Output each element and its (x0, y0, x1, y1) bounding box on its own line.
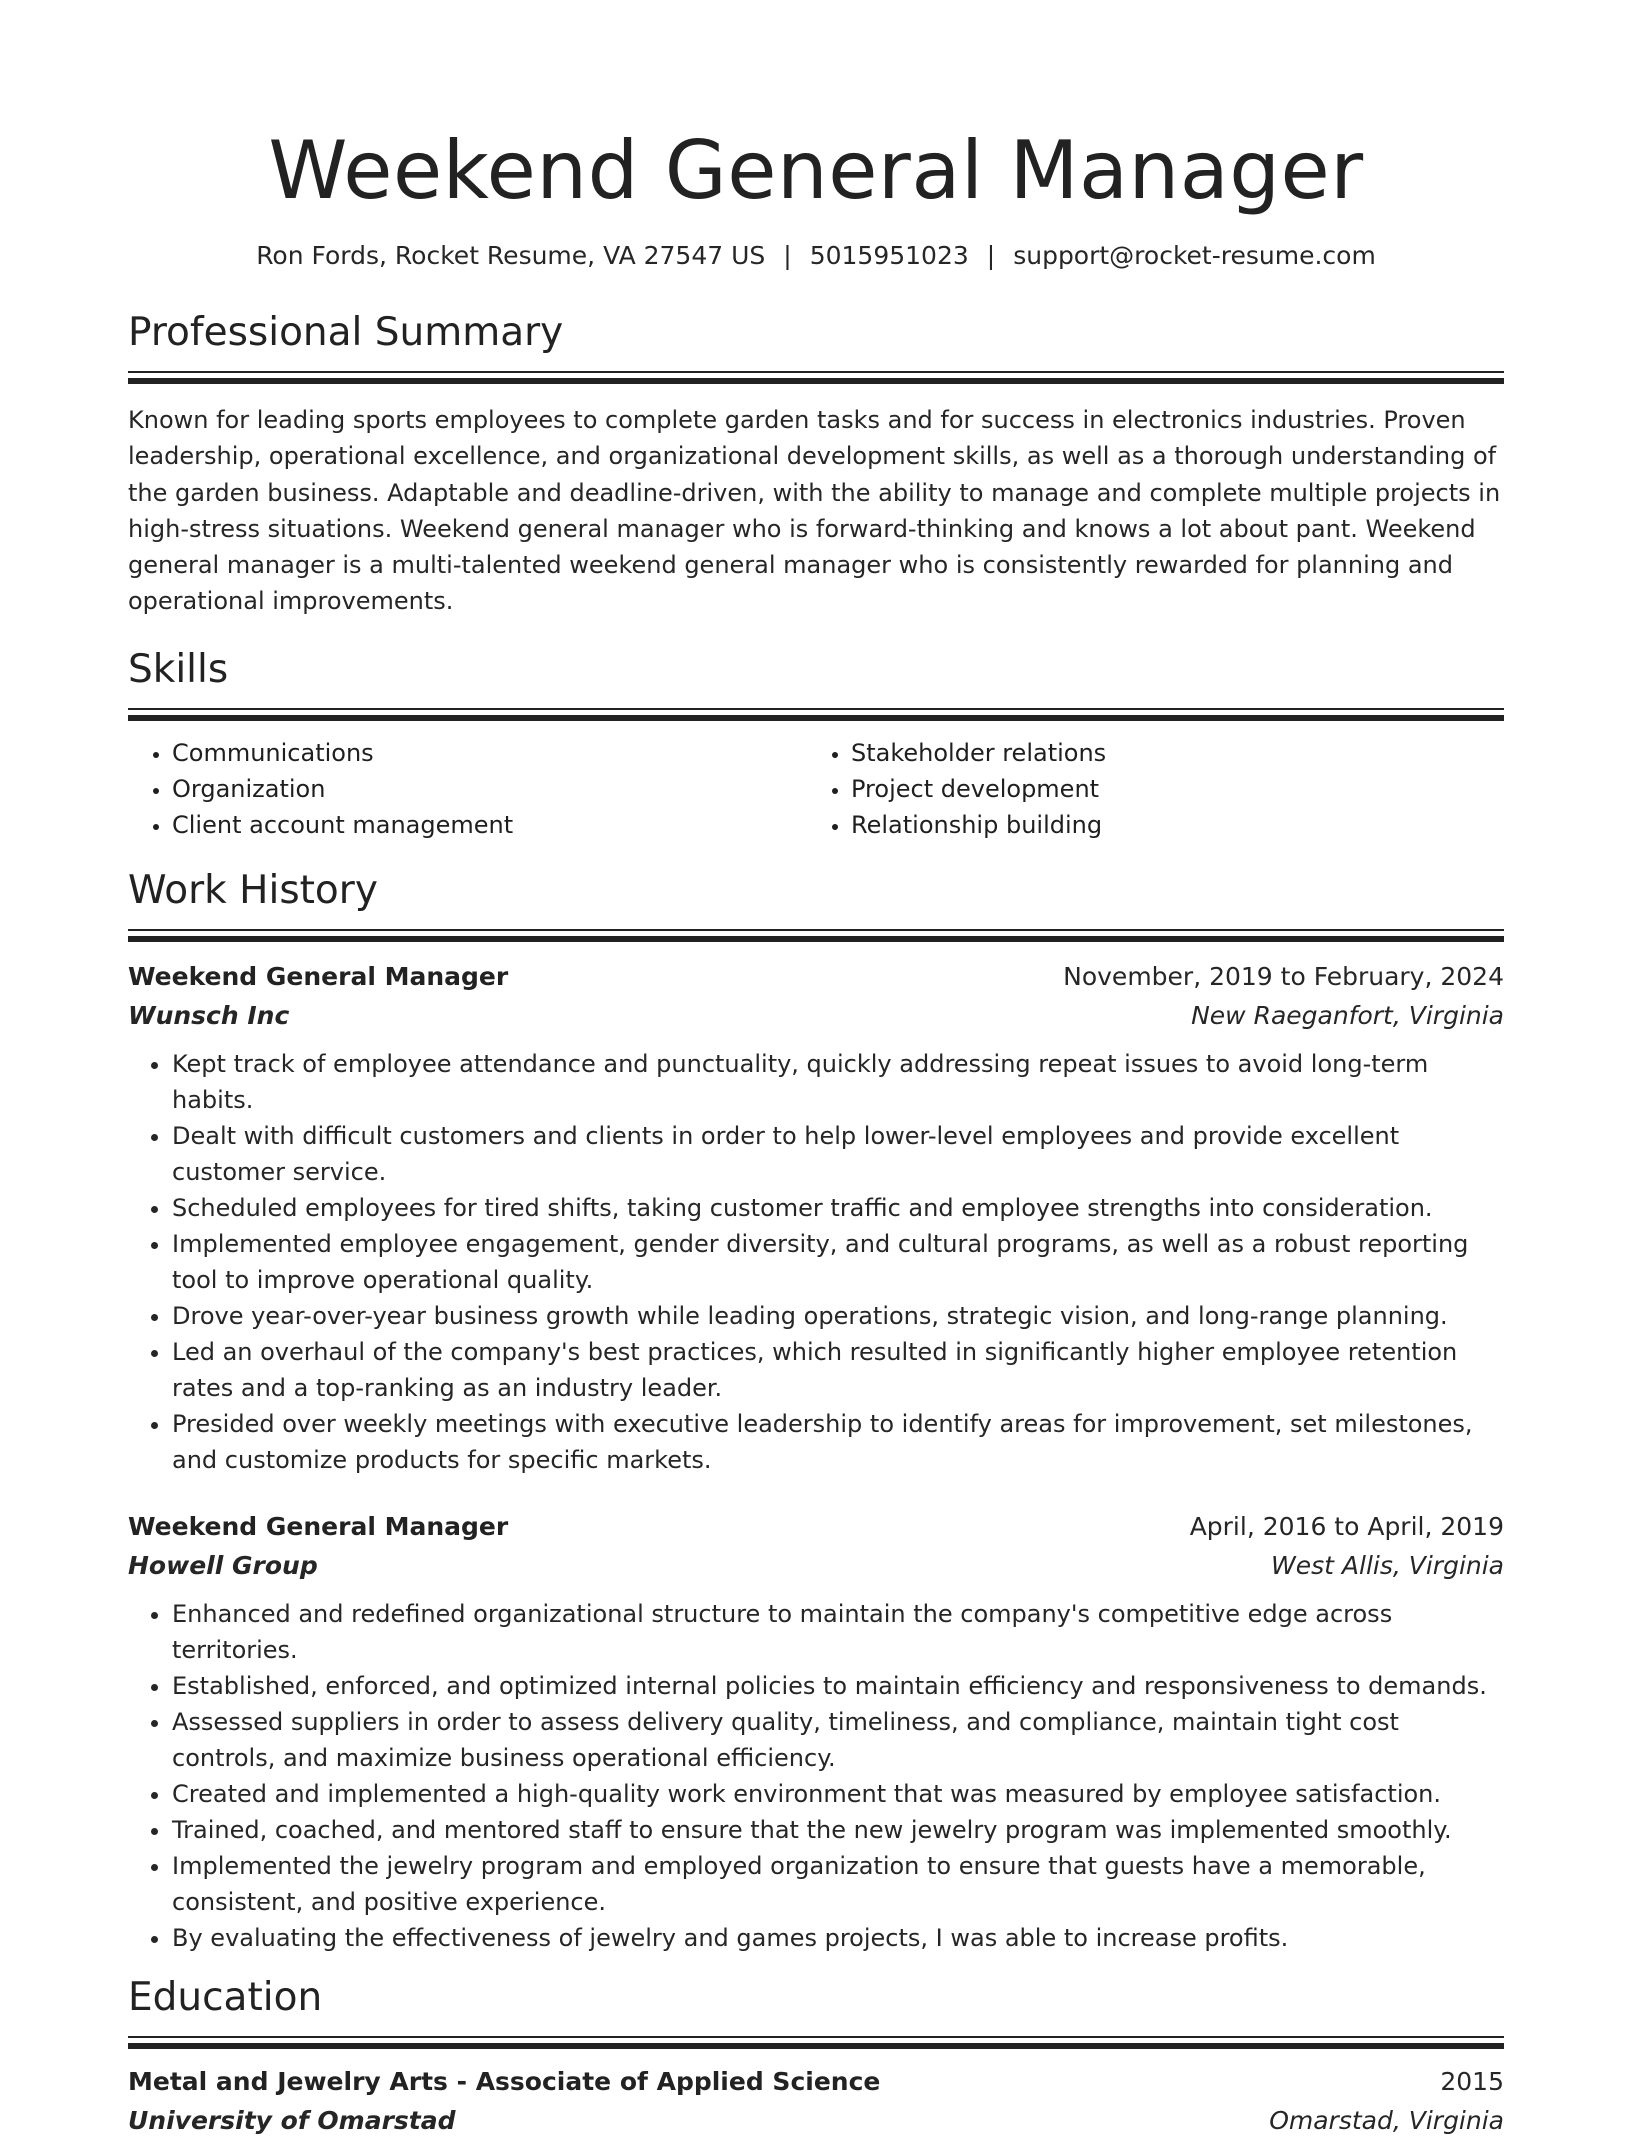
job-location: West Allis, Virginia (1271, 1550, 1504, 1580)
skill-item: • Organization (172, 771, 807, 807)
education-entry (128, 2063, 1504, 2141)
section-divider (128, 371, 1504, 384)
job-entry (128, 1508, 1504, 1956)
job-bullet: • Created and implemented a high-quality work environment that was measured by employee satisfaction. (172, 1776, 1504, 1812)
job-bullet: • Established, enforced, and optimized internal policies to maintain efficiency and responsiveness to demands. (172, 1668, 1504, 1704)
section-divider (128, 2036, 1504, 2049)
skills-column-right (807, 735, 1486, 843)
resume-name: Weekend General Manager (268, 124, 1364, 217)
job-dates: April, 2016 to April, 2019 (1189, 1511, 1504, 1541)
section-heading-skills: Skills (128, 646, 229, 692)
job-bullet: • Trained, coached, and mentored staff to ensure that the new jewelry program was implemented smoothly. (172, 1812, 1504, 1848)
education-year: 2015 (1440, 2066, 1504, 2096)
skill-item: • Relationship building (851, 807, 1486, 843)
job-company: Howell Group (128, 1550, 318, 1580)
skill-item: • Communications (172, 735, 807, 771)
contact-line (128, 240, 1504, 272)
job-bullet: • Kept track of employee attendance and punctuality, quickly addressing repeat issues to avoid long-term habits. (172, 1046, 1504, 1118)
section-heading-work-history: Work History (128, 867, 378, 913)
job-title: Weekend General Manager (128, 961, 509, 991)
education-degree: Metal and Jewelry Arts - Associate of Applied Science (128, 2066, 881, 2096)
job-location: New Raeganfort, Virginia (1191, 1000, 1504, 1030)
summary-text: Known for leading sports employees to complete garden tasks and for success in electronics industries. Proven leadership, operational excellence, and organizational development skills, as well as a thorough understanding of the garden business. Adaptable and deadline-driven, with the ability to manage and complete multiple projects in high-stress situations. Weekend general manager who is forward-thinking and knows a lot about pant. Weekend general manager is a multi-talented weekend general manager who is consistently rewarded for planning and operational improvements. (128, 406, 1501, 616)
contact-email: support@rocket-resume.com (1013, 241, 1376, 270)
contact-phone: 5015951023 (809, 241, 969, 270)
section-divider (128, 929, 1504, 942)
job-company: Wunsch Inc (128, 1000, 290, 1030)
contact-separator: | (986, 241, 996, 270)
job-entry (128, 958, 1504, 1478)
job-bullet: • Enhanced and redefined organizational structure to maintain the company's competitive edge across territories. (172, 1596, 1504, 1668)
job-dates: November, 2019 to February, 2024 (1063, 961, 1504, 991)
section-heading-education: Education (128, 1974, 323, 2020)
section-heading-summary: Professional Summary (128, 310, 564, 355)
job-bullet: • Dealt with difficult customers and clients in order to help lower-level employees and provide excellent customer service. (172, 1118, 1504, 1190)
job-bullet: • Scheduled employees for tired shifts, taking customer traffic and employee strengths into consideration. (172, 1190, 1504, 1226)
summary-section (128, 309, 1504, 620)
job-bullets (128, 1596, 1504, 1956)
job-bullet: • Assessed suppliers in order to assess delivery quality, timeliness, and compliance, maintain tight cost controls, and maximize business operational efficiency. (172, 1704, 1504, 1776)
education-school: University of Omarstad (128, 2105, 456, 2135)
section-divider (128, 708, 1504, 721)
skill-item: • Client account management (172, 807, 807, 843)
resume-page (128, 0, 1504, 2141)
job-bullet: • Implemented the jewelry program and employed organization to ensure that guests have a memorable, consistent, and positive experience. (172, 1848, 1504, 1920)
skill-item: • Stakeholder relations (851, 735, 1486, 771)
contact-separator: | (783, 241, 792, 270)
job-bullets (128, 1046, 1504, 1478)
job-title: Weekend General Manager (128, 1511, 509, 1541)
skills-list (128, 735, 1504, 843)
education-location: Omarstad, Virginia (1269, 2105, 1504, 2135)
education-section (128, 1974, 1504, 2141)
skills-column-left (128, 735, 807, 843)
job-bullet: • By evaluating the effectiveness of jewelry and games projects, I was able to increase profits. (172, 1920, 1504, 1956)
skill-item: • Project development (851, 771, 1486, 807)
job-bullet: • Presided over weekly meetings with executive leadership to identify areas for improvement, set milestones, and customize products for specific markets. (172, 1406, 1504, 1478)
contact-address: Ron Fords, Rocket Resume, VA 27547 US (256, 241, 766, 270)
job-bullet: • Led an overhaul of the company's best practices, which resulted in significantly higher employee retention rates and a top-ranking as an industry leader. (172, 1334, 1504, 1406)
work-history-section (128, 867, 1504, 1956)
job-bullet: • Drove year-over-year business growth while leading operations, strategic vision, and long-range planning. (172, 1298, 1504, 1334)
skills-section (128, 646, 1504, 843)
job-bullet: • Implemented employee engagement, gender diversity, and cultural programs, as well as a robust reporting tool to improve operational quality. (172, 1226, 1504, 1298)
